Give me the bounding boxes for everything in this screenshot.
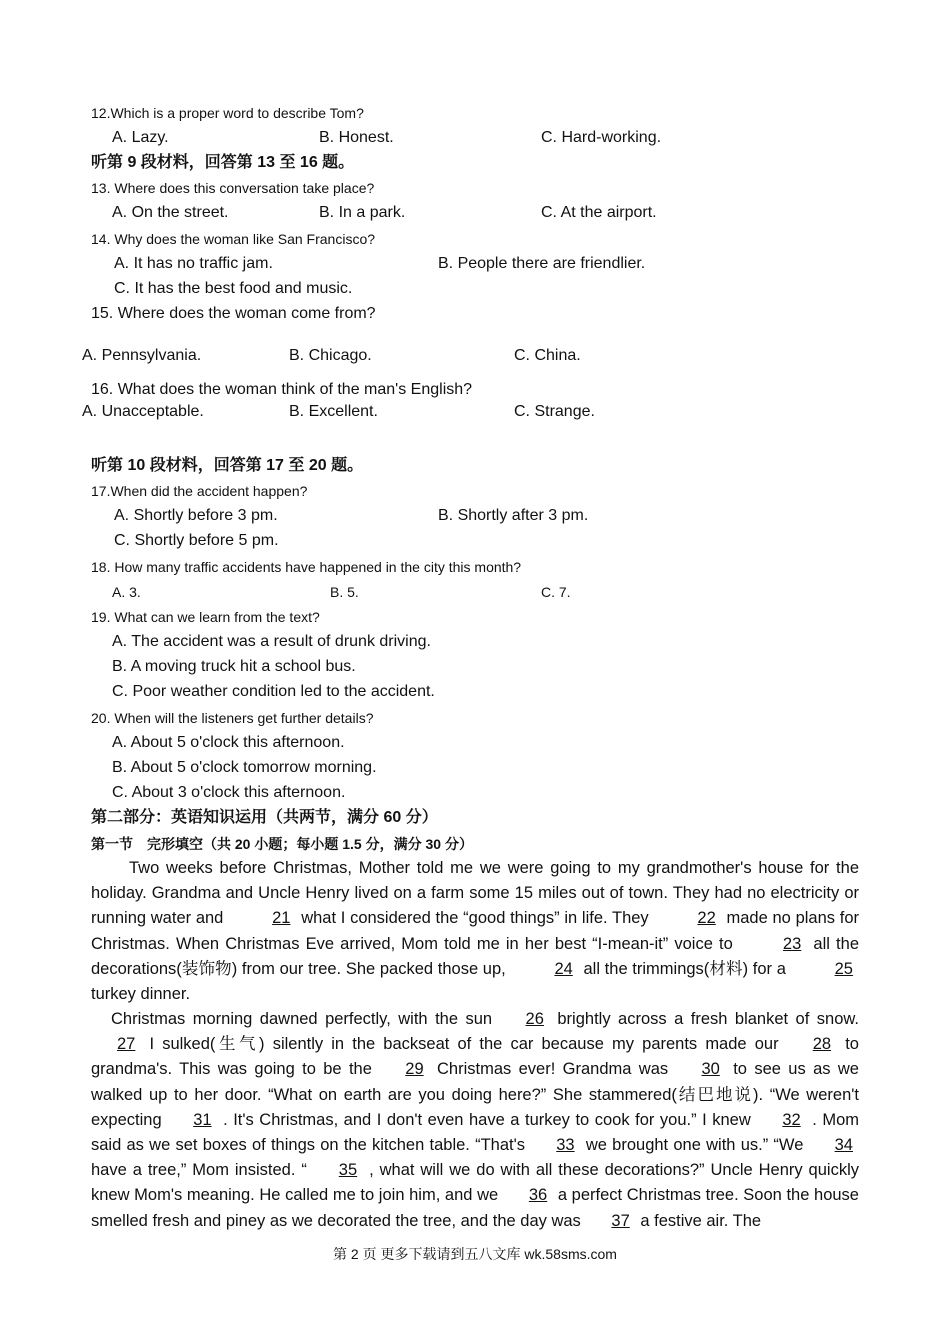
blank-26: 26 bbox=[525, 1010, 544, 1028]
q18-option-a: A. 3. bbox=[112, 584, 141, 600]
q18-option-b: B. 5. bbox=[330, 584, 359, 600]
section-10-heading: 听第 10 段材料，回答第 17 至 20 题。 bbox=[91, 457, 364, 474]
q13-option-c: C. At the airport. bbox=[541, 204, 657, 221]
blank-35: 35 bbox=[338, 1161, 358, 1180]
section-9-heading: 听第 9 段材料，回答第 13 至 16 题。 bbox=[91, 154, 355, 171]
q17-option-a: A. Shortly before 3 pm. bbox=[114, 507, 278, 524]
blank-21: 21 bbox=[272, 909, 291, 928]
blank-29: 29 bbox=[405, 1060, 424, 1079]
q19-option-b: B. A moving truck hit a school bus. bbox=[112, 658, 356, 675]
blank-22: 22 bbox=[697, 909, 716, 928]
blank-36: 36 bbox=[528, 1186, 548, 1205]
q17-option-c: C. Shortly before 5 pm. bbox=[114, 532, 279, 549]
part-2-heading: 第二部分：英语知识运用（共两节，满分 60 分） bbox=[91, 809, 438, 826]
q16-stem: 16. What does the woman think of the man's English? bbox=[91, 381, 473, 398]
q15-option-c: C. China. bbox=[514, 347, 581, 364]
blank-28: 28 bbox=[812, 1035, 832, 1054]
q12-stem: 12.Which is a proper word to describe Tom? bbox=[91, 105, 364, 121]
blank-33: 33 bbox=[556, 1136, 575, 1155]
q14-option-c: C. It has the best food and music. bbox=[114, 280, 353, 297]
q12-option-c: C. Hard-working. bbox=[541, 129, 662, 146]
q13-option-a: A. On the street. bbox=[112, 204, 229, 221]
q12-option-b: B. Honest. bbox=[319, 129, 394, 146]
q12-option-a: A. Lazy. bbox=[112, 129, 169, 146]
q18-stem: 18. How many traffic accidents have happened in the city this month? bbox=[91, 559, 522, 575]
blank-34: 34 bbox=[834, 1136, 853, 1155]
blank-32: 32 bbox=[782, 1110, 801, 1129]
blank-23: 23 bbox=[782, 934, 802, 953]
q13-stem: 13. Where does this conversation take place? bbox=[91, 180, 375, 196]
blank-37: 37 bbox=[611, 1211, 630, 1230]
q15-option-a: A. Pennsylvania. bbox=[82, 347, 202, 364]
q18-option-c: C. 7. bbox=[541, 584, 571, 600]
q17-stem: 17.When did the accident happen? bbox=[91, 483, 308, 499]
section-1-heading: 第一节 完形填空（共 20 小题；每小题 1.5 分，满分 30 分） bbox=[91, 836, 473, 852]
q20-option-b: B. About 5 o'clock tomorrow morning. bbox=[112, 759, 377, 776]
cloze-paragraph-2: Christmas morning dawned perfectly, with the sun 26 brightly across a fresh blanket of snow. 27 I sulked(生气) silently in the backseat of the car because my parents made our 28 to grandma's. This was going to be the 29 Christmas ever! Grandma was 30 to see us as we walked up to her door. “What on earth are you doing here?” She stammered(结巴地说). “We weren't expecting 31 . It's Christmas, and I don't even have a turkey to cook for you.” I knew 32 . Mom said as we set boxes of things on the kitchen table. “That's 33 we brought one with us.” “We 34 have a tree,” Mom insisted. “ 35 , what will we do with all these decorations?” Uncle Henry quickly knew Mom's meaning. He called me to join him, and we 36 a perfect Christmas tree. Soon the house smelled fresh and piney as we decorated the tree, and the day was 37 a festive air. The bbox=[91, 1007, 859, 1234]
q19-option-c: C. Poor weather condition led to the accident. bbox=[112, 683, 435, 700]
q20-option-a: A. About 5 o'clock this afternoon. bbox=[112, 734, 345, 751]
q14-option-a: A. It has no traffic jam. bbox=[114, 255, 273, 272]
q16-option-c: C. Strange. bbox=[514, 403, 595, 420]
blank-24: 24 bbox=[554, 959, 573, 978]
page-footer: 第 2 页 更多下载请到五八文库 wk.58sms.com bbox=[333, 1246, 617, 1262]
q19-stem: 19. What can we learn from the text? bbox=[91, 609, 320, 625]
q14-stem: 14. Why does the woman like San Francisco? bbox=[91, 231, 376, 247]
blank-27: 27 bbox=[117, 1035, 136, 1054]
q20-stem: 20. When will the listeners get further details? bbox=[91, 710, 374, 726]
q15-stem: 15. Where does the woman come from? bbox=[91, 305, 376, 322]
blank-25: 25 bbox=[834, 959, 853, 978]
q17-option-b: B. Shortly after 3 pm. bbox=[438, 507, 589, 524]
q14-option-b: B. People there are friendlier. bbox=[438, 255, 646, 272]
q16-option-b: B. Excellent. bbox=[289, 403, 378, 420]
q16-option-a: A. Unacceptable. bbox=[82, 403, 204, 420]
q19-option-a: A. The accident was a result of drunk driving. bbox=[112, 633, 431, 650]
blank-31: 31 bbox=[193, 1110, 212, 1129]
q13-option-b: B. In a park. bbox=[319, 204, 406, 221]
blank-30: 30 bbox=[701, 1060, 720, 1079]
q20-option-c: C. About 3 o'clock this afternoon. bbox=[112, 784, 346, 801]
q15-option-b: B. Chicago. bbox=[289, 347, 372, 364]
cloze-paragraph-1: Two weeks before Christmas, Mother told me we were going to my grandmother's house for the holiday. Grandma and Uncle Henry lived on a farm some 15 miles out of town. They had no electricity or running water and 21 what I considered the “good things” in life. They 22 made no plans for Christmas. When Christmas Eve arrived, Mom told me in her best “I-mean-it” voice to 23 all the decorations(装饰物) from our tree. She packed those up, 24 all the trimmings(材料) for a 25 turkey dinner. bbox=[91, 859, 860, 1004]
